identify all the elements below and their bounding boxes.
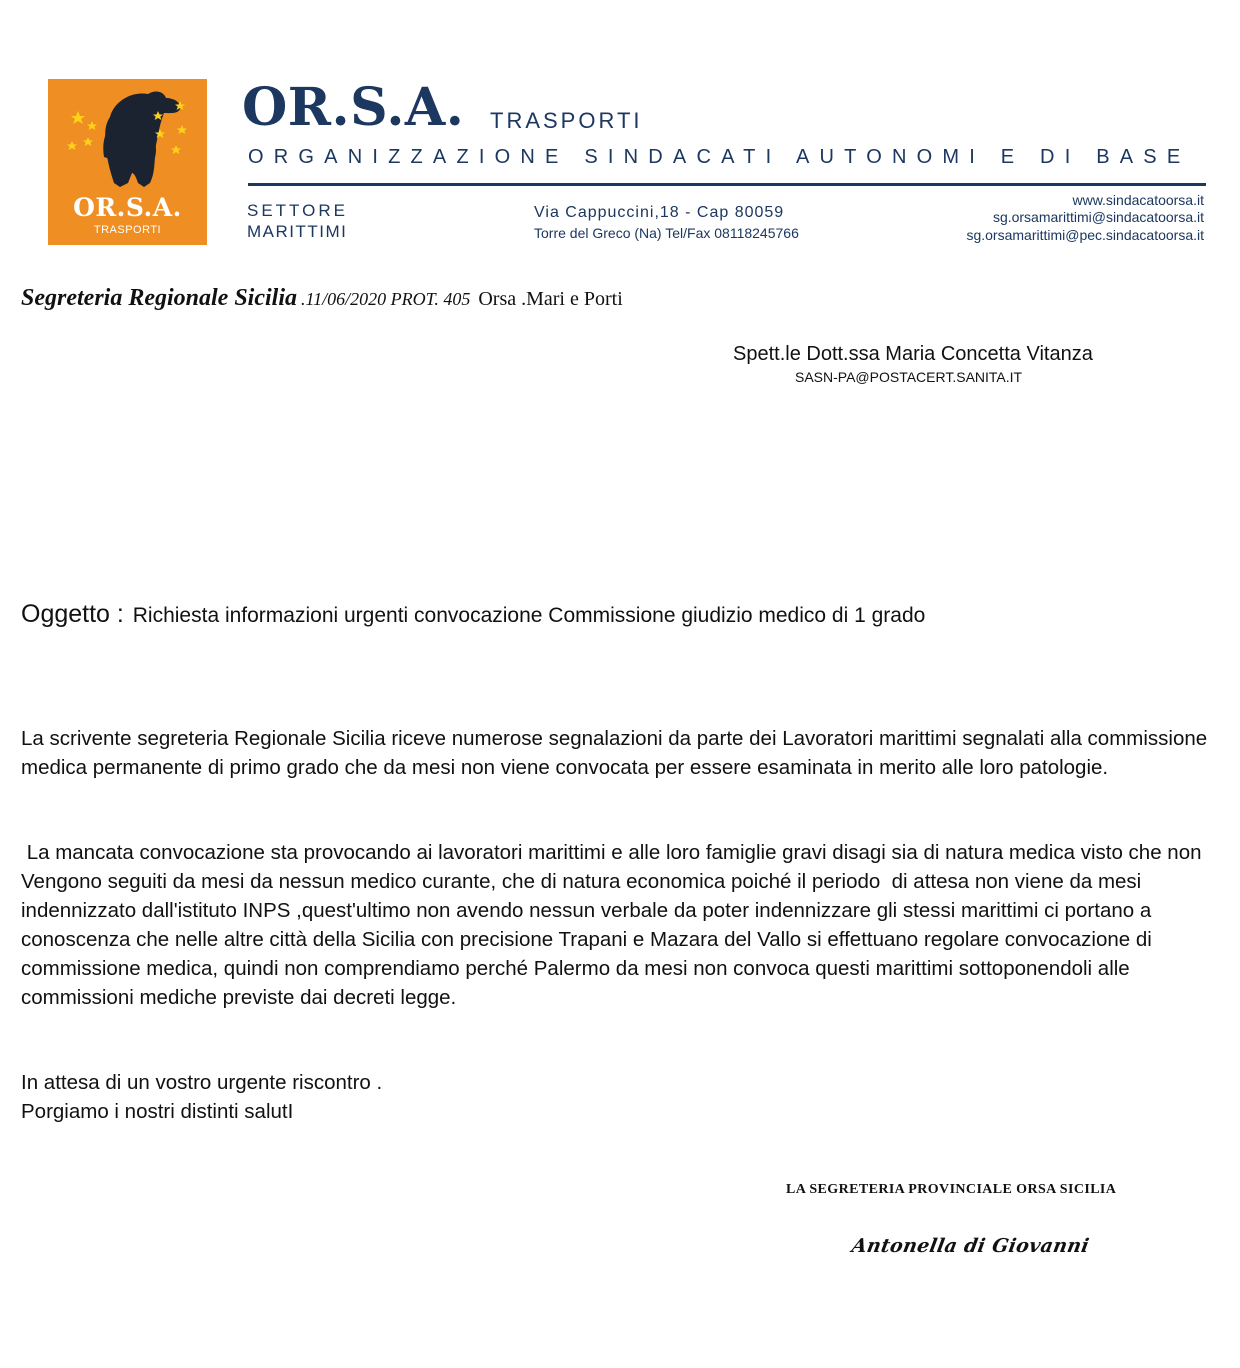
subject-label: Oggetto :	[21, 600, 124, 628]
recipient-name: Spett.le Dott.ssa Maria Concetta Vitanza	[733, 343, 1093, 365]
paragraph-text: La scrivente segreteria Regionale Sicilia riceve numerose segnalazioni da parte dei Lavoratori marittimi segnalati alla commissione medica permanente di primo grado che da mesi non viene convocata per essere esaminata in merito alle loro patologie.	[21, 727, 1208, 779]
recipient-email: SASN-PA@POSTACERT.SANITA.IT	[795, 369, 1023, 385]
body-paragraph-1	[21, 724, 1226, 782]
address-line2: Torre del Greco (Na) Tel/Fax 08118245766	[534, 225, 799, 241]
sector-label-line2: MARITTIMI	[247, 222, 348, 241]
sector-label-line1: SETTORE	[247, 201, 348, 220]
protocol-number: .11/06/2020 PROT. 405	[301, 289, 471, 309]
handwritten-signature: Antonella di Giovanni	[850, 1235, 1091, 1257]
closing-line-2: Porgiamo i nostri distinti salutI	[21, 1100, 294, 1123]
letter-heading	[21, 283, 623, 316]
paragraph-text: La mancata convocazione sta provocando ai lavoratori marittimi e alle loro famiglie gravi disagi sia di natura medica visto che non Vengono seguiti da mesi da nessun medico curante, che di natura economica poiché il periodo di attesa non viene da mesi indennizzato dall'istituto INPS ,quest'ultimo non avendo nessun verbale da poter indennizzare gli stessi marittimi ci portano a conoscenza che nelle altre città della Sicilia con precisione Trapani e Mazara del Vallo si effettuano regolare convocazione di commissione medica, quindi non comprendiamo perché Palermo da mesi non convoca questi marittimi sottoponendoli alle commissioni mediche previste dai decreti legge.	[21, 841, 1208, 1009]
closing	[21, 1068, 1226, 1126]
website-link[interactable]: www.sindacatoorsa.it	[1072, 192, 1204, 208]
orsa-logo	[48, 79, 207, 245]
signatory: LA SEGRETERIA PROVINCIALE ORSA SICILIA	[786, 1182, 1117, 1197]
body-paragraph-2	[21, 838, 1226, 1012]
closing-line-1: In attesa di un vostro urgente riscontro .	[21, 1071, 383, 1094]
brand-subtitle: TRASPORTI	[490, 108, 643, 133]
header-divider	[248, 183, 1206, 186]
department-name: Orsa .Mari e Porti	[478, 288, 623, 310]
logo-name: OR.S.A.	[73, 193, 182, 222]
subject-text: Richiesta informazioni urgenti convocazione Commissione giudizio medico di 1 grado	[132, 604, 926, 627]
subject-line	[21, 600, 925, 632]
address-line1: Via Cappuccini,18 - Cap 80059	[534, 204, 785, 221]
pec-email-link[interactable]: sg.orsamarittimi@pec.sindacatoorsa.it	[966, 227, 1204, 243]
section-name: Segreteria Regionale Sicilia	[21, 285, 297, 311]
logo-subtitle: TRASPORTI	[93, 224, 162, 236]
organization-full-name: ORGANIZZAZIONE SINDACATI AUTONOMI E DI BASE	[248, 146, 1191, 168]
brand-name: OR.S.A.	[242, 77, 465, 138]
email-link[interactable]: sg.orsamarittimi@sindacatoorsa.it	[992, 209, 1204, 225]
